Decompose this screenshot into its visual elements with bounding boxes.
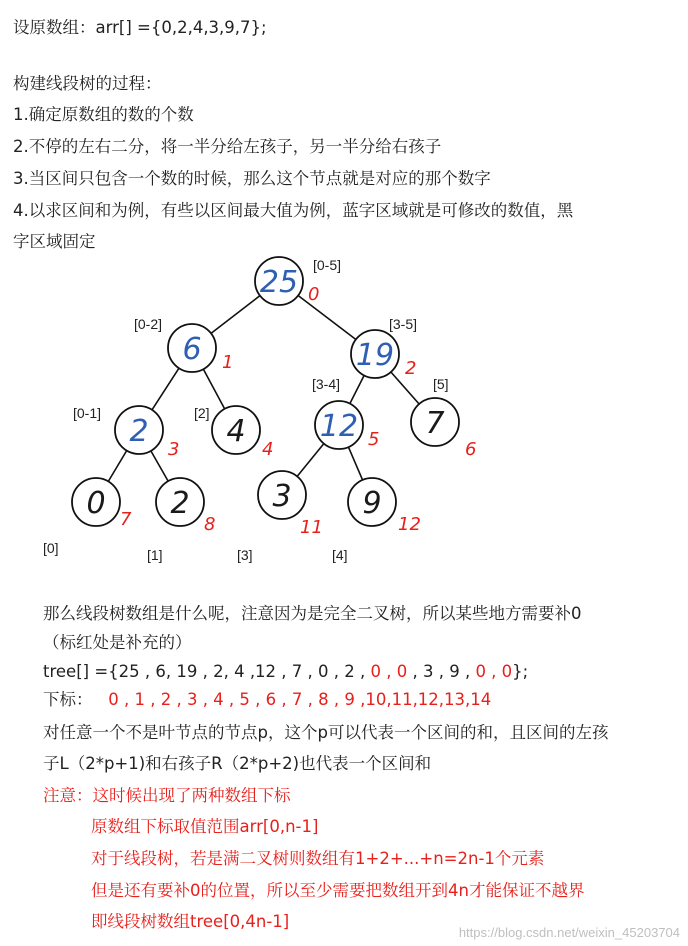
tree-node-range-label: [0-2]: [134, 316, 163, 332]
tree-node-value: 9: [362, 486, 382, 521]
index-label: 下标：: [43, 690, 93, 709]
tree-node-index-label: 2: [405, 358, 417, 379]
step-4-cont: 字区域固定: [13, 232, 96, 251]
explain-line-2: （标红处是补充的）: [43, 633, 192, 652]
tree-edge: [108, 451, 126, 482]
explain-line-1: 那么线段树数组是什么呢，注意因为是完全二叉树，所以某些地方需要补0: [43, 604, 582, 623]
tree-edge: [298, 296, 356, 340]
watermark: https://blog.csdn.net/weixin_45203704: [458, 925, 680, 940]
tree-node-index-label: 4: [262, 439, 274, 460]
tree-edge: [348, 447, 362, 480]
tree-node-value: 3: [272, 479, 292, 514]
tree-node-range-label: [4]: [332, 547, 348, 563]
note-line-1: 原数组下标取值范围arr[0,n-1]: [91, 817, 319, 836]
tree-array-line: [43, 661, 528, 683]
note-line-2: 对于线段树，若是满二叉树则数组有1+2+...+n=2n-1个元素: [91, 849, 545, 868]
note-line-3: 但是还有要补0的位置，所以至少需要把数组开到4n才能保证不越界: [91, 881, 585, 900]
tree-node-range-label: [3-4]: [312, 376, 341, 392]
tree-node-value: 2: [129, 414, 149, 449]
index-row: [43, 689, 491, 711]
tree-edge: [152, 368, 179, 410]
tree-node-range-label: [3-5]: [389, 316, 418, 332]
tree-edge: [350, 375, 364, 403]
tree-array-pad-2: 0 , 0: [475, 662, 513, 681]
tree-node-index-label: 12: [398, 514, 421, 535]
tree-node-index-label: 11: [300, 517, 323, 538]
tree-node-range-label: [0-1]: [73, 405, 102, 421]
tree-node-range-label: [0-5]: [313, 257, 342, 273]
tree-node-range-label: [1]: [147, 547, 163, 563]
tree-nodes: [43, 257, 476, 563]
step-1: 1.确定原数组的数的个数: [13, 105, 194, 124]
tree-node-index-label: 8: [204, 514, 216, 535]
tree-edge: [297, 444, 324, 477]
tree-node-index-label: 1: [222, 352, 234, 373]
intro-text: 设原数组：arr[] ={0,2,4,3,9,7};: [13, 18, 267, 37]
tree-node-range-label: [0]: [43, 540, 59, 556]
tree-node-range-label: [3]: [237, 547, 253, 563]
tree-node-value: 2: [170, 486, 190, 521]
tree-array-mid: , 3 , 9 ,: [407, 662, 476, 681]
tree-node-value: 19: [355, 338, 395, 373]
tree-node-value: 6: [182, 332, 202, 367]
tree-edge: [203, 369, 224, 409]
tree-node-index-label: 0: [308, 284, 320, 305]
tree-node-index-label: 5: [368, 429, 380, 450]
tree-node-index-label: 6: [465, 439, 477, 460]
paragraph-line-2: 子L（2*p+1)和右孩子R（2*p+2)也代表一个区间和: [43, 754, 432, 773]
step-2: 2.不停的左右二分，将一半分给左孩子，另一半分给右孩子: [13, 137, 442, 156]
tree-node-range-label: [2]: [194, 405, 210, 421]
step-4: 4.以求区间和为例，有些以区间最大值为例，蓝字区域就是可修改的数值，黑: [13, 201, 574, 220]
tree-node-index-label: 7: [120, 509, 132, 530]
tree-array-prefix: tree[] ={25 , 6, 19 , 2, 4 ,12 , 7 , 0 , 2 ,: [43, 662, 371, 681]
notes-title: 注意：这时候出现了两种数组下标: [43, 786, 291, 805]
tree-node-index-label: 3: [168, 439, 180, 460]
tree-node-range-label: [5]: [433, 376, 449, 392]
tree-node-value: 25: [259, 265, 299, 300]
tree-array-suffix: };: [512, 662, 529, 681]
process-title: 构建线段树的过程：: [13, 74, 162, 93]
step-3: 3.当区间只包含一个数的时候，那么这个节点就是对应的那个数字: [13, 169, 491, 188]
tree-node-value: 7: [425, 406, 445, 441]
tree-edge: [151, 451, 168, 481]
paragraph-line-1: 对任意一个不是叶节点的节点p，这个p可以代表一个区间的和，且区间的左孩: [43, 723, 609, 742]
tree-edge: [211, 296, 260, 334]
tree-array-pad-1: 0 , 0: [370, 662, 408, 681]
index-values: 0 , 1 , 2 , 3 , 4 , 5 , 6 , 7 , 8 , 9 ,10,11,12,13,14: [108, 690, 492, 709]
tree-node-value: 0: [86, 486, 106, 521]
tree-node-value: 12: [319, 409, 359, 444]
note-line-4: 即线段树数组tree[0,4n-1]: [91, 912, 290, 931]
tree-node-value: 4: [226, 414, 246, 449]
